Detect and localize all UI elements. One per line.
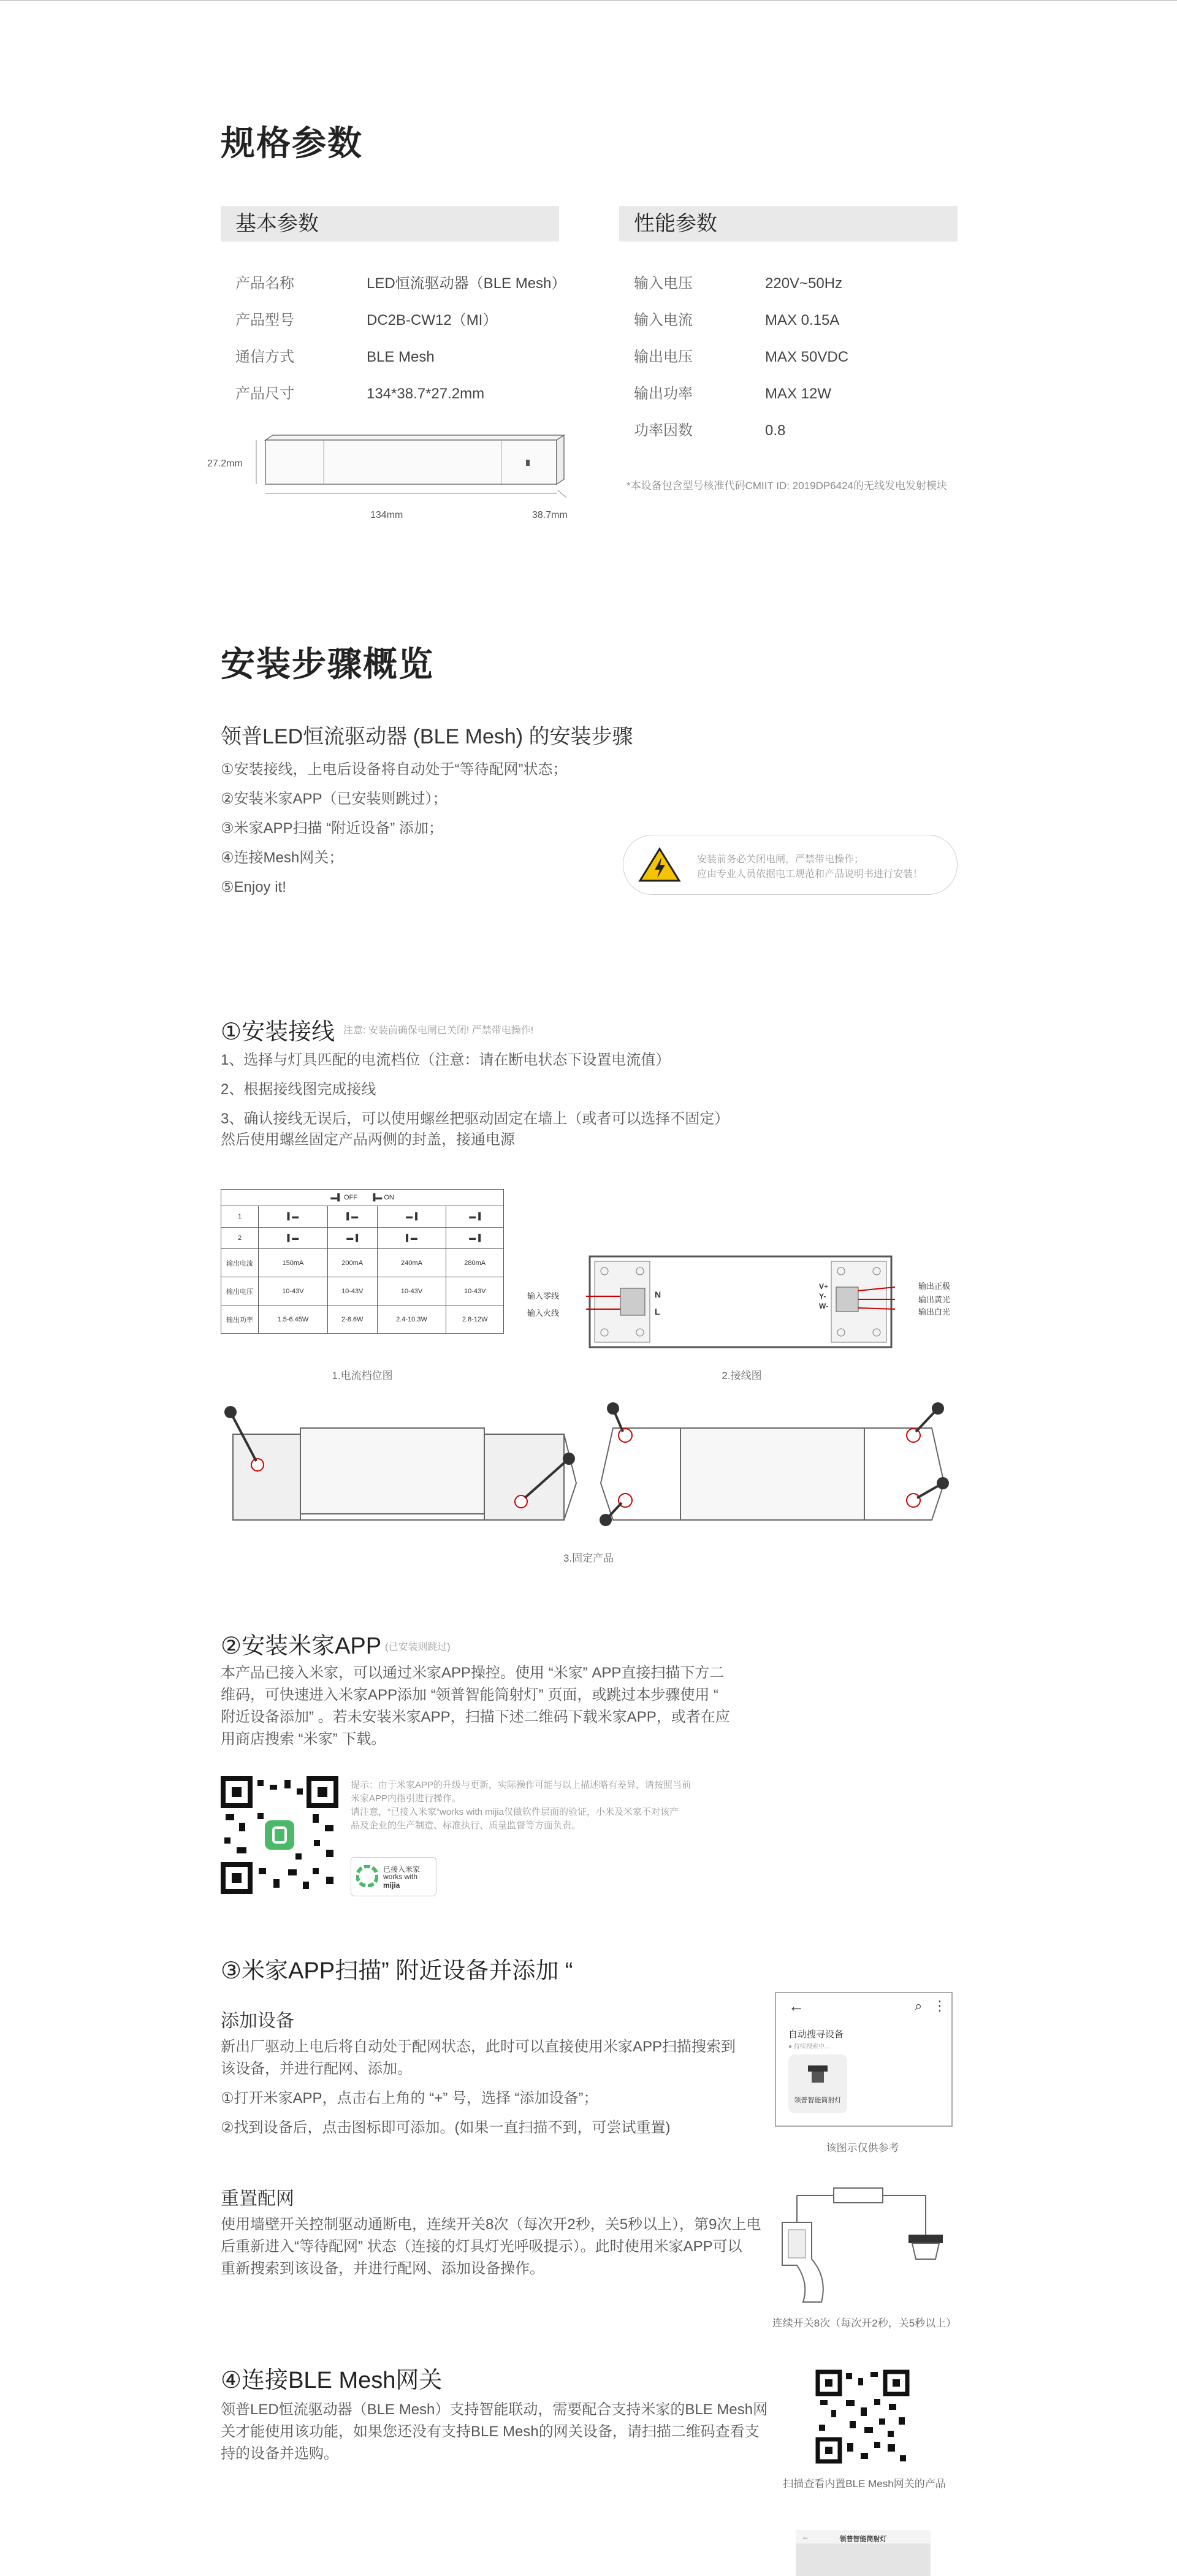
terminal-w: W- [819, 1302, 829, 1310]
reset-line: 使用墙壁开关控制驱动通断电，连续开关8次（每次开2秒，关5秒以上），第9次上电 [221, 2216, 761, 2233]
step1-line: 2、根据接线图完成接线 [221, 1081, 376, 1098]
dip-switch-icon: ▌▬ [259, 1228, 328, 1249]
more-icon[interactable]: ⋮ [933, 1998, 947, 2013]
table-row: 2 ▌▬ ▬▐ ▌▬ ▬▐ [221, 1228, 504, 1249]
caption-current-table: 1.电流档位图 [332, 1370, 393, 1381]
dip-off-icon: ▬▌ [330, 1194, 342, 1201]
dip-switch-icon: ▬▐ [327, 1228, 377, 1249]
label-output-white: 输出白光 [918, 1307, 951, 1316]
add-device-line: ①打开米家APP，点击右上角的 “+” 号，选择 “添加设备”； [221, 2090, 598, 2107]
spec-row: 输出电压 MAX 50VDC [634, 349, 849, 365]
top-divider [0, 0, 1177, 1]
overview-title: 安装步骤概览 [221, 645, 434, 683]
reset-title: 重置配网 [221, 2189, 294, 2209]
bottom-phone-title: 领普智能筒射灯 [839, 2536, 887, 2543]
fixing-drawing-closed [595, 1397, 956, 1538]
dip-switch-icon: ▬▐ [377, 1206, 446, 1228]
dim-width: 38.7mm [532, 510, 568, 520]
step1-line: 1、选择与灯具匹配的电流档位（注意：请在断电状态下设置电流值） [221, 1052, 671, 1068]
overview-step: ②安装米家APP（已安装则跳过）； [221, 791, 448, 807]
reset-illustration [772, 2179, 956, 2308]
step4-para-line: 关才能使用该功能，如果您还没有支持BLE Mesh的网关设备，请扫描二维码查看支 [221, 2423, 760, 2440]
add-device-line: 该设备，并进行配网、添加。 [221, 2061, 412, 2077]
step2-para-line: 附近设备添加” 。若未安装米家APP，扫描下述二维码下载米家APP，或者在应 [221, 1709, 730, 1725]
caption-gateway-qr: 扫描查看内置BLE Mesh网关的产品 [783, 2478, 946, 2490]
step1-note: 注意: 安装前确保电闸已关闭! 严禁带电操作! [343, 1025, 534, 1036]
step2-tip: 提示：由于米家APP的升级与更新，实际操作可能与以上描述略有差异，请按照当前 米家APP内指引进行操作。 请注意，“已接入米家”works with mijia仅做软件层面的验证，小米及米家不对该产 品及企业的生产制造、标准执行、质量监督等方面负责。 [351, 1780, 691, 1831]
specs-title: 规格参数 [221, 124, 363, 162]
step2-title: ②安装米家APP [221, 1633, 382, 1659]
spec-row: 输出功率 MAX 12W [634, 386, 832, 402]
dip-on-icon: ▐▬ [370, 1194, 383, 1201]
warning-line-1: 安装前务必关闭电闸，严禁带电操作； [697, 854, 864, 865]
dip-legend: ▬▌ OFF ▐▬ ON [221, 1190, 504, 1206]
dip-switch-icon: ▬▐ [446, 1206, 504, 1228]
terminal-y: Y- [819, 1292, 826, 1301]
caption-reset: 连续开关8次（每次开2秒，关5秒以上） [772, 2317, 957, 2329]
step1-line: 3、确认接线无误后，可以使用螺丝把驱动固定在墙上（或者可以选择不固定） [221, 1111, 729, 1127]
wiring-diagram [586, 1253, 895, 1351]
warning-line-2: 应由专业人员依据电工规范和产品说明书进行安装！ [697, 869, 923, 880]
current-setting-table [221, 1189, 504, 1334]
table-row: 输出电压 10-43V 10-43V 10-43V 10-43V [221, 1277, 504, 1305]
terminal-l: L [655, 1307, 660, 1316]
dip-switch-icon: ▌▬ [327, 1206, 377, 1228]
label-output-positive: 输出正极 [918, 1282, 951, 1291]
add-device-line: 新出厂驱动上电后将自动处于配网状态，此时可以直接使用米家APP扫描搜索到 [221, 2038, 736, 2055]
mijia-qr-code[interactable] [221, 1776, 338, 1894]
label-input-live: 输入火线 [527, 1309, 560, 1318]
dim-length: 134mm [370, 510, 403, 520]
add-device-title: 添加设备 [221, 2011, 294, 2031]
spec-row: 产品名称 LED恒流驱动器（BLE Mesh） [235, 275, 566, 292]
cmiit-note: *本设备包含型号核准代码CMIIT ID: 2019DP6424的无线发电发射模块 [627, 480, 947, 492]
overview-subtitle: 领普LED恒流驱动器 (BLE Mesh) 的安装步骤 [221, 725, 633, 748]
safety-warning-box [623, 835, 958, 895]
terminal-vplus: V+ [819, 1282, 829, 1291]
step2-para-line: 用商店搜索 “米家” 下载。 [221, 1731, 386, 1747]
spec-row: 产品尺寸 134*38.7*27.2mm [235, 386, 485, 402]
dip-switch-icon: ▌▬ [259, 1206, 328, 1228]
mijia-logo-icon [356, 1865, 378, 1887]
caption-fixing: 3.固定产品 [563, 1552, 614, 1564]
caption-phone: 该图示仅供参考 [826, 2142, 899, 2154]
back-arrow-icon[interactable]: ← [802, 2532, 809, 2541]
dim-height: 27.2mm [207, 458, 243, 469]
device-card[interactable]: 领普智能筒射灯 [788, 2054, 847, 2113]
phone-title: 自动搜寻设备 [788, 2029, 844, 2040]
step4-title: ④连接BLE Mesh网关 [221, 2368, 443, 2393]
overview-step: ①安装接线，上电后设备将自动处于“等待配网”状态； [221, 761, 568, 778]
downlight-icon [806, 2062, 830, 2089]
overview-step: ④连接Mesh网关； [221, 849, 344, 866]
spec-row: 输入电压 220V~50Hz [634, 275, 843, 292]
dip-switch-icon: ▌▬ [377, 1228, 446, 1249]
step2-para-line: 本产品已接入米家，可以通过米家APP操控。使用 “米家” APP直接扫描下方二 [221, 1665, 725, 1681]
step1-title: ①安装接线 [221, 1019, 335, 1045]
dip-switch-icon: ▬▐ [446, 1228, 504, 1249]
spec-row: 输入电流 MAX 0.15A [634, 312, 840, 329]
app-screenshot-mock [775, 1992, 953, 2127]
spec-row: 通信方式 BLE Mesh [235, 349, 435, 365]
table-row: 输出功率 1.5-6.45W 2-8.6W 2.4-10.3W 2.8-12W [221, 1305, 504, 1334]
phone-subtitle: ● 持续搜索中... [788, 2043, 830, 2050]
overview-step: ⑤Enjoy it! [221, 879, 286, 895]
terminal-n: N [655, 1290, 661, 1299]
label-input-neutral: 输入零线 [527, 1291, 560, 1301]
step3-title: ③米家APP扫描” 附近设备并添加 “ [221, 1958, 573, 1984]
label-output-yellow: 输出黄光 [918, 1295, 951, 1304]
caption-wiring-diagram: 2.接线图 [722, 1370, 762, 1381]
back-arrow-icon[interactable]: ← [788, 1997, 804, 2015]
fixing-drawing-open [221, 1397, 582, 1538]
reset-line: 重新搜索到该设备，并进行配网、添加设备操作。 [221, 2260, 544, 2277]
step2-para-line: 维码，可快速进入米家APP添加 “领普智能筒射灯” 页面，或跳过本步骤使用 “ [221, 1687, 719, 1703]
high-voltage-warning-icon [638, 846, 681, 883]
spec-row: 功率因数 0.8 [634, 422, 786, 439]
bottom-phone-mock [796, 2530, 931, 2576]
gateway-qr-code[interactable] [815, 2369, 910, 2464]
step2-note: (已安装则跳过) [385, 1642, 451, 1652]
add-device-line: ②找到设备后，点击图标即可添加。(如果一直扫描不到，可尝试重置) [221, 2119, 671, 2136]
table-row: 输出电流 150mA 200mA 240mA 280mA [221, 1249, 504, 1277]
search-icon[interactable]: ⌕ [915, 1998, 923, 2013]
works-with-mijia-badge: 已接入米家 works with mijia [351, 1857, 436, 1896]
step4-para-line: 领普LED恒流驱动器（BLE Mesh）支持智能联动，需要配合支持米家的BLE Mesh网 [221, 2401, 768, 2418]
reset-line: 后重新进入“等待配网” 状态（连接的灯具灯光呼吸提示）。此时使用米家APP可以 [221, 2238, 742, 2255]
perf-params-header: 性能参数 [619, 206, 958, 241]
overview-step: ③米家APP扫描 “附近设备” 添加； [221, 820, 443, 837]
spec-row: 产品型号 DC2B-CW12（MI） [235, 312, 498, 329]
table-row: 1 ▌▬ ▌▬ ▬▐ ▬▐ [221, 1206, 504, 1228]
step4-para-line: 持的设备并选购。 [221, 2445, 338, 2462]
step1-line: 然后使用螺丝固定产品两侧的封盖，接通电源 [221, 1131, 515, 1148]
basic-params-header: 基本参数 [221, 206, 559, 241]
